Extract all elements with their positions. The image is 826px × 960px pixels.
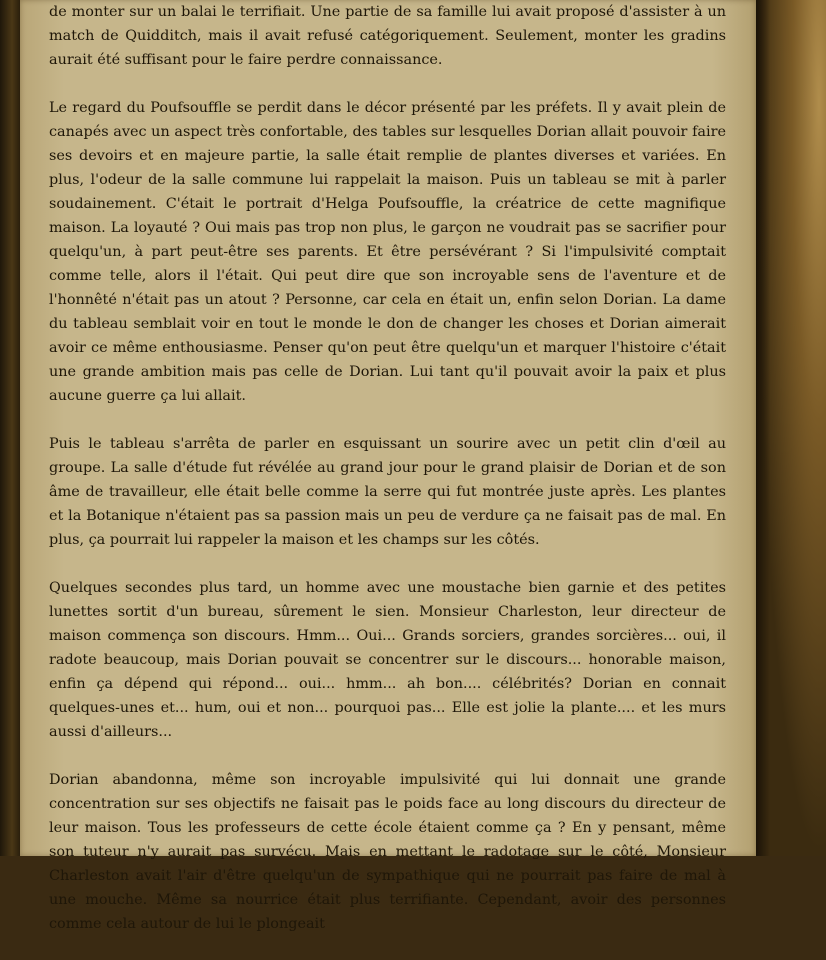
paragraph-1: de monter sur un balai le terrifiait. Une partie de sa famille lui avait proposé d'assister à un match de Quidditch, mais il avait refusé catégoriquement. Seulement, monter les gradins aurait été suffisant pour le faire perdre connaissance.: [49, 4, 726, 68]
paragraph-4: Quelques secondes plus tard, un homme avec une moustache bien garnie et des petites lunettes sortit d'un bureau, sûrement le sien. Monsieur Charleston, leur directeur de maison commença son discours. Hmm... Oui... Grands sorciers, grandes sorcières... oui, il radote beaucoup, mais Dorian pouvait se concentrer sur le discours... honorable maison, enfin ça dépend qui répond... oui... hmm... ah bon.... célébrités? Dorian en connait quelques-unes et... hum, oui et non... pourquoi pas... Elle est jolie la plante.... et les murs aussi d'ailleurs...: [49, 580, 726, 740]
parchment-page: [20, 0, 756, 932]
left-border: [0, 0, 20, 856]
story-text: [49, 0, 726, 960]
paragraph-5: Dorian abandonna, même son incroyable impulsivité qui lui donnait une grande concentration sur ses objectifs ne faisait pas le poids face au long discours du directeur de leur maison. Tous les professeurs de cette école étaient comme ça ? En y pensant, même son tuteur n'y aurait pas survécu. Mais en mettant le radotage sur le côté, Monsieur Charleston avait l'air d'être quelqu'un de sympathique qui ne pourrait pas faire de mal à une mouche. Même sa nourrice était plus terrifiante. Cependant, avoir des personnes comme cela autour de lui le plongeait: [49, 772, 726, 932]
paragraph-2: Le regard du Poufsouffle se perdit dans le décor présenté par les préfets. Il y avait plein de canapés avec un aspect très confortable, des tables sur lesquelles Dorian allait pouvoir faire ses devoirs et en majeure partie, la salle était remplie de plantes diverses et variées. En plus, l'odeur de la salle commune lui rappelait la maison. Puis un tableau se mit à parler soudainement. C'était le portrait d'Helga Poufsouffle, la créatrice de cette magnifique maison. La loyauté ? Oui mais pas trop non plus, le garçon ne voudrait pas se sacrifier pour quelqu'un, à part peut-être ses parents. Et être persévérant ? Si l'impulsivité comptait comme telle, alors il l'était. Qui peut dire que son incroyable sens de l'aventure et de l'honnêté n'était pas un atout ? Personne, car cela en était un, enfin selon Dorian. La dame du tableau semblait voir en tout le monde le don de changer les choses et Dorian aimerait avoir ce même enthousiasme. Penser qu'on peut être quelqu'un et marquer l'histoire c'était une grande ambition mais pas celle de Dorian. Lui tant qu'il pouvait avoir la paix et plus aucune guerre ça lui allait.: [49, 100, 726, 404]
paragraph-3: Puis le tableau s'arrêta de parler en esquissant un sourire avec un petit clin d'œil au groupe. La salle d'étude fut révélée au grand jour pour le grand plaisir de Dorian et de son âme de travailleur, elle était belle comme la serre qui fut montrée juste après. Les plantes et la Botanique n'étaient pas sa passion mais un peu de verdure ça ne faisait pas de mal. En plus, ça pourrait lui rappeler la maison et les champs sur les côtés.: [49, 436, 726, 548]
right-border-decoration: [756, 0, 826, 856]
